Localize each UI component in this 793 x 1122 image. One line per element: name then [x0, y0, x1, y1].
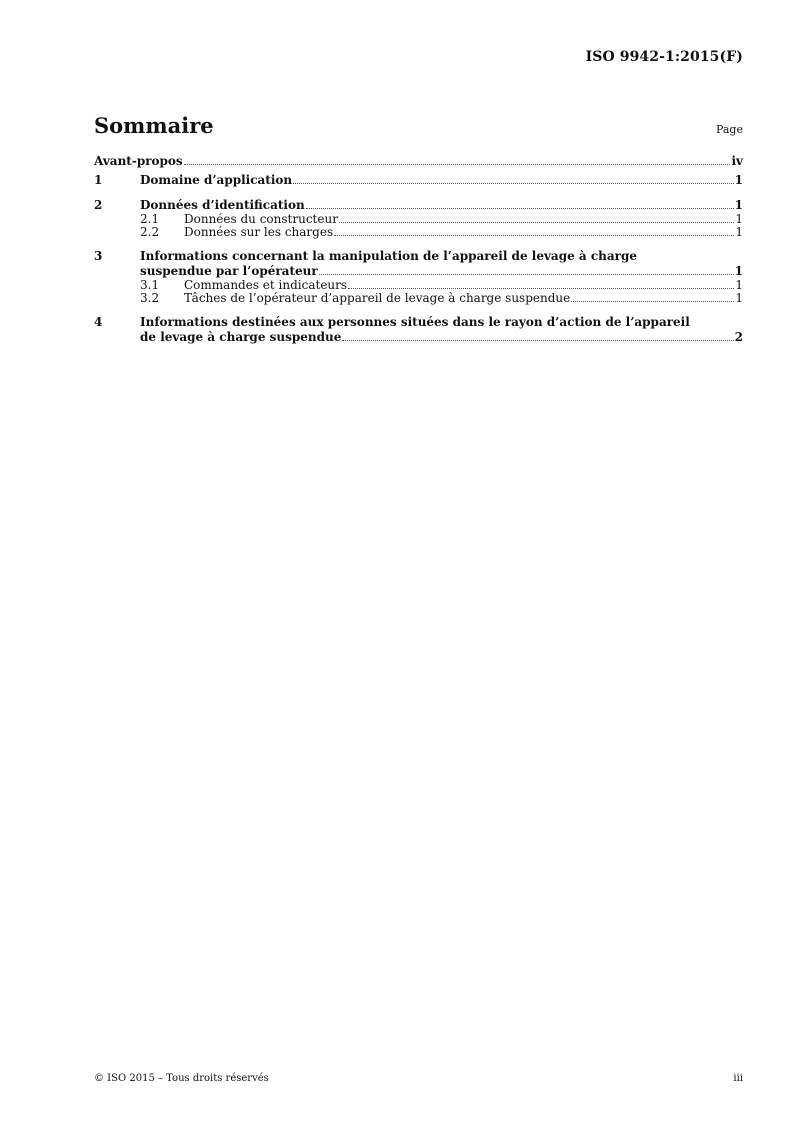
toc-entry-page: iv: [731, 154, 743, 168]
toc-entry-number: 3: [94, 249, 103, 263]
toc-title: Sommaire: [94, 113, 214, 138]
toc-subentry-number: 2.2: [140, 225, 160, 239]
toc-entry-label[interactable]: Domaine d’application: [140, 173, 293, 187]
page-number: iii: [733, 1073, 743, 1084]
page-footer: [94, 1073, 743, 1084]
toc-subentry-3-2[interactable]: [140, 292, 743, 305]
toc-entry-label-line-2[interactable]: de levage à charge suspendue: [140, 330, 342, 344]
toc-entry-label-line-1[interactable]: Informations destinées aux personnes situées dans le rayon d’action de l’appareil: [140, 315, 690, 329]
table-of-contents: [94, 154, 743, 345]
toc-subentry-page: 1: [735, 212, 743, 226]
dot-leader: [184, 164, 731, 165]
toc-subentry-label[interactable]: Tâches de l’opérateur d’appareil de levage à charge suspendue: [184, 291, 571, 305]
toc-entry-label[interactable]: Données d’identification: [140, 198, 305, 212]
toc-entry-3[interactable]: [94, 249, 743, 279]
toc-entry-number: 2: [94, 198, 103, 212]
document-identifier: ISO 9942-1:2015(F): [585, 49, 743, 65]
dot-leader: [334, 235, 734, 236]
dot-leader: [348, 288, 734, 289]
toc-entry-avant-propos[interactable]: [94, 154, 743, 169]
toc-subentry-label[interactable]: Commandes et indicateurs: [184, 278, 348, 292]
toc-entry-4[interactable]: [94, 315, 743, 345]
toc-subentry-page: 1: [735, 225, 743, 239]
toc-entry-page: 1: [734, 173, 743, 187]
toc-entry-2[interactable]: [94, 198, 743, 213]
toc-header: [94, 113, 743, 138]
toc-subentry-number: 2.1: [140, 212, 160, 226]
toc-entry-page: 1: [734, 264, 743, 278]
toc-entry-page: 2: [734, 330, 743, 344]
toc-subentry-label[interactable]: Données du constructeur: [184, 212, 338, 226]
dot-leader: [319, 274, 734, 275]
toc-subentry-page: 1: [735, 291, 743, 305]
dot-leader: [339, 222, 734, 223]
dot-leader: [293, 183, 734, 184]
toc-entry-label-line-2[interactable]: suspendue par l’opérateur: [140, 264, 318, 278]
dot-leader: [306, 208, 734, 209]
toc-entry-label-line-1[interactable]: Informations concernant la manipulation de l’appareil de levage à charge: [140, 249, 638, 263]
toc-entry-1[interactable]: [94, 173, 743, 188]
toc-entry-page: 1: [734, 198, 743, 212]
toc-subentry-number: 3.1: [140, 278, 160, 292]
toc-entry-label[interactable]: Avant-propos: [94, 154, 183, 168]
toc-page-column-label: Page: [715, 123, 743, 136]
dot-leader: [571, 301, 734, 302]
toc-entry-number: 4: [94, 315, 103, 329]
toc-subentry-number: 3.2: [140, 291, 160, 305]
toc-entry-number: 1: [94, 173, 103, 187]
toc-subentry-page: 1: [735, 278, 743, 292]
toc-subentry-label[interactable]: Données sur les charges: [184, 225, 334, 239]
toc-subentry-2-2[interactable]: [140, 226, 743, 239]
copyright-notice: © ISO 2015 – Tous droits réservés: [94, 1073, 269, 1084]
dot-leader: [342, 340, 733, 341]
